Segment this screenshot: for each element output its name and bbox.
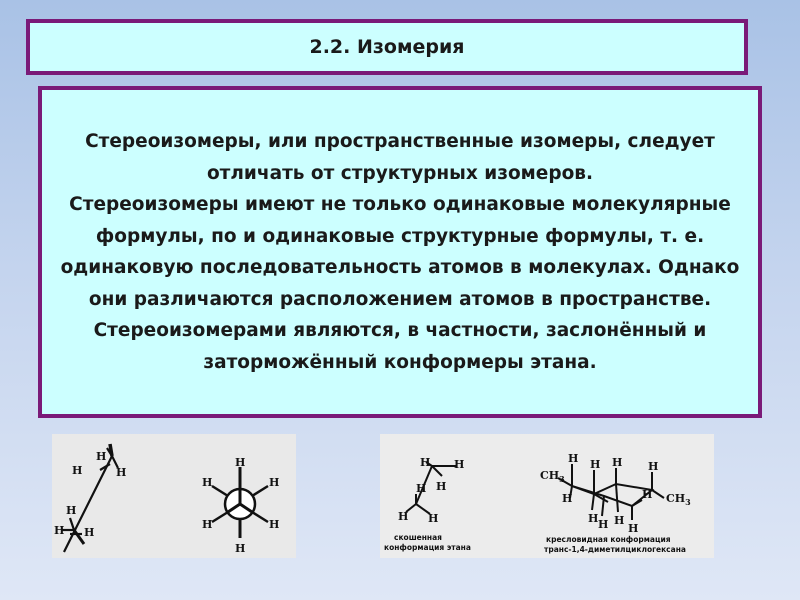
chair-h-8: H <box>614 514 625 527</box>
chair-h-5: H <box>562 492 573 505</box>
skew-h-1: H <box>420 456 431 469</box>
skew-h-6: H <box>428 512 439 525</box>
skew-ethane <box>406 462 456 514</box>
chair-h-1: H <box>568 452 579 465</box>
sawhorse-h-4: H <box>66 504 77 517</box>
newman-h-lower-right: H <box>269 518 280 531</box>
conformations-figure-right <box>380 434 714 558</box>
newman-projection <box>212 467 268 538</box>
sawhorse-h-2: H <box>96 450 107 463</box>
chair-ch3-right: $CH_3$ <box>666 492 691 507</box>
slide-title: 2.2. Изомерия <box>309 36 465 58</box>
chair-h-7: H <box>598 518 609 531</box>
sawhorse-h-5: H <box>54 524 65 537</box>
paragraph-1: Стереоизомеры, или пространственные изомеры, следует отличать от структурных изомеров. <box>85 131 715 184</box>
newman-h-upper-right: H <box>269 476 280 489</box>
chair-h-2: H <box>590 458 601 471</box>
newman-h-bottom: H <box>235 542 246 555</box>
sawhorse-h-6: H <box>84 526 95 539</box>
caption-skew-line-2: конформация этана <box>384 543 471 552</box>
chair-ch3-left: $CH_3$ <box>540 469 565 484</box>
chair-h-4: H <box>648 460 659 473</box>
ethane-conformations-drawing <box>52 434 296 558</box>
caption-chair-line-2: транс-1,4-диметилциклогексана <box>544 545 686 554</box>
sawhorse-h-3: H <box>116 466 127 479</box>
skew-h-3: H <box>436 480 447 493</box>
paragraph-3: Стереоизомерами являются, в частности, заслонённый и заторможённый конформеры этана. <box>93 320 707 373</box>
paragraph-2: Стереоизомеры имеют не только одинаковые молекулярные формулы, по и одинаковые структурные формулы, т. е. одинаковую последовательность атомов в молекулах. Однако они различаются расположением атомов в пространстве. <box>60 194 740 310</box>
caption-chair-line-1: кресловидная конформация <box>546 535 671 544</box>
chair-h-10: H <box>628 522 639 535</box>
caption-skew-line-1: скошенная <box>394 533 442 542</box>
newman-h-upper-left: H <box>202 476 213 489</box>
conformations-drawing-right <box>380 434 714 558</box>
definition-box <box>38 86 762 418</box>
slide-title-box <box>26 19 748 75</box>
chair-h-6: H <box>588 512 599 525</box>
ethane-conformations-figure <box>52 434 296 558</box>
skew-h-5: H <box>398 510 409 523</box>
newman-h-top: H <box>235 456 246 469</box>
sawhorse-h-1: H <box>72 464 83 477</box>
skew-h-2: H <box>454 458 465 471</box>
chair-h-3: H <box>612 456 623 469</box>
chair-h-9: H <box>642 488 653 501</box>
skew-h-4: H <box>416 482 427 495</box>
newman-h-lower-left: H <box>202 518 213 531</box>
